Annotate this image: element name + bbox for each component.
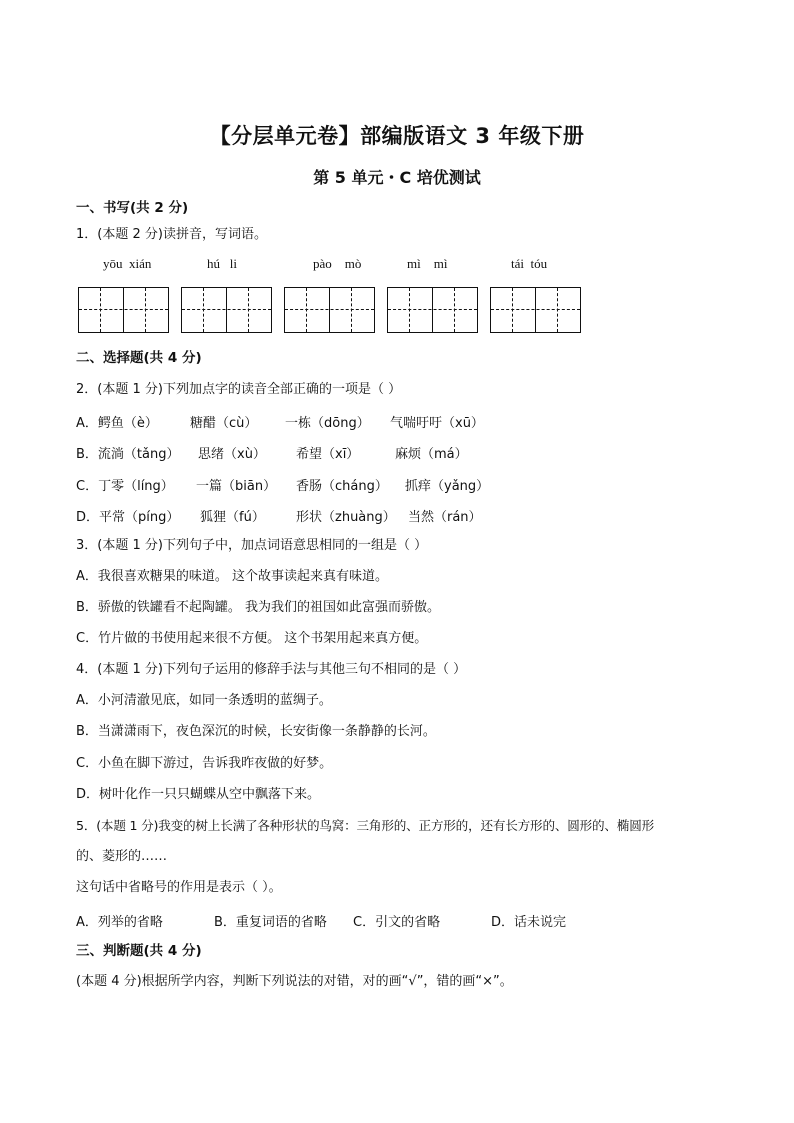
question-4-option-a[interactable]: A．小河清澈见底，如同一条透明的蓝绸子。 [76,693,332,708]
section-heading-judgement: 三、判断题(共 4 分) [76,943,202,959]
question-5-stem-line-2: 的、菱形的…… [76,849,168,864]
option-item: 香肠（cháng） [296,479,388,494]
question-1-stem: 1．(本题 2 分)读拼音，写词语。 [76,227,267,242]
writing-grid-4[interactable] [387,287,478,333]
question-5-stem-line-1: 5．(本题 1 分)我变的树上长满了各种形状的鸟窝：三角形的、正方形的，还有长方形的、圆形的、椭圆形 [76,818,654,833]
writing-grid-1[interactable] [78,287,169,333]
question-4-stem: 4．(本题 1 分)下列句子运用的修辞手法与其他三句不相同的是（ ） [76,662,467,677]
question-3-option-c[interactable]: C．竹片做的书使用起来很不方便。 这个书架用起来真方便。 [76,631,428,646]
question-5-option-d[interactable]: D．话未说完 [491,915,567,930]
option-item: 气喘吁吁（xū） [390,416,484,431]
pinyin-2: hú li [207,256,237,271]
question-4-option-c[interactable]: C．小鱼在脚下游过，告诉我昨夜做的好梦。 [76,756,333,771]
option-item: D．平常（píng） [76,510,180,525]
question-2-stem: 2．(本题 1 分)下列加点字的读音全部正确的一项是（ ） [76,382,402,397]
question-5-option-c[interactable]: C．引文的省略 [353,915,441,930]
question-3-option-b[interactable]: B．骄傲的铁罐看不起陶罐。 我为我们的祖国如此富强而骄傲。 [76,600,441,615]
pinyin-row [0,256,794,274]
option-item: 狐狸（fú） [200,510,265,525]
question-4-option-b[interactable]: B．当潇潇雨下，夜色深沉的时候，长安街像一条静静的长河。 [76,724,436,739]
question-5-option-a[interactable]: A．列举的省略 [76,915,163,930]
pinyin-1: yōu xián [103,256,152,271]
question-3-option-a[interactable]: A．我很喜欢糖果的味道。 这个故事读起来真有味道。 [76,569,389,584]
question-5-option-b[interactable]: B．重复词语的省略 [214,915,327,930]
document-title: 【分层单元卷】部编版语文 3 年级下册 [209,124,585,148]
question-4-option-d[interactable]: D．树叶化作一只只蝴蝶从空中飘落下来。 [76,787,321,802]
option-item: 糖醋（cù） [190,416,258,431]
pinyin-5: tái tóu [511,256,548,271]
option-item: 思绪（xù） [198,447,266,462]
option-item: 一篇（biān） [196,479,277,494]
option-item: 麻烦（má） [395,447,468,462]
option-item: 抓痒（yǎng） [405,479,490,494]
option-item: C．丁零（líng） [76,479,174,494]
pinyin-4: mì mì [407,256,448,271]
document-subtitle: 第 5 单元・C 培优测试 [313,168,481,187]
question-3-stem: 3．(本题 1 分)下列句子中，加点词语意思相同的一组是（ ） [76,538,428,553]
writing-grid-2[interactable] [181,287,272,333]
option-item: 一栋（dōng） [285,416,370,431]
section-3-instruction: (本题 4 分)根据所学内容，判断下列说法的对错，对的画“√”，错的画“×”。 [76,974,513,989]
writing-grid-3[interactable] [284,287,375,333]
option-item: B．流淌（tǎng） [76,447,180,462]
option-item: A．鳄鱼（è） [76,416,158,431]
question-5-question: 这句话中省略号的作用是表示（ ）。 [76,880,282,895]
option-item: 当然（rán） [408,510,482,525]
section-heading-writing: 一、书写(共 2 分) [76,200,189,216]
option-item: 希望（xī） [296,447,360,462]
section-heading-choice: 二、选择题(共 4 分) [76,350,202,366]
pinyin-3: pào mò [313,256,362,271]
option-item: 形状（zhuàng） [296,510,396,525]
writing-grid-5[interactable] [490,287,581,333]
